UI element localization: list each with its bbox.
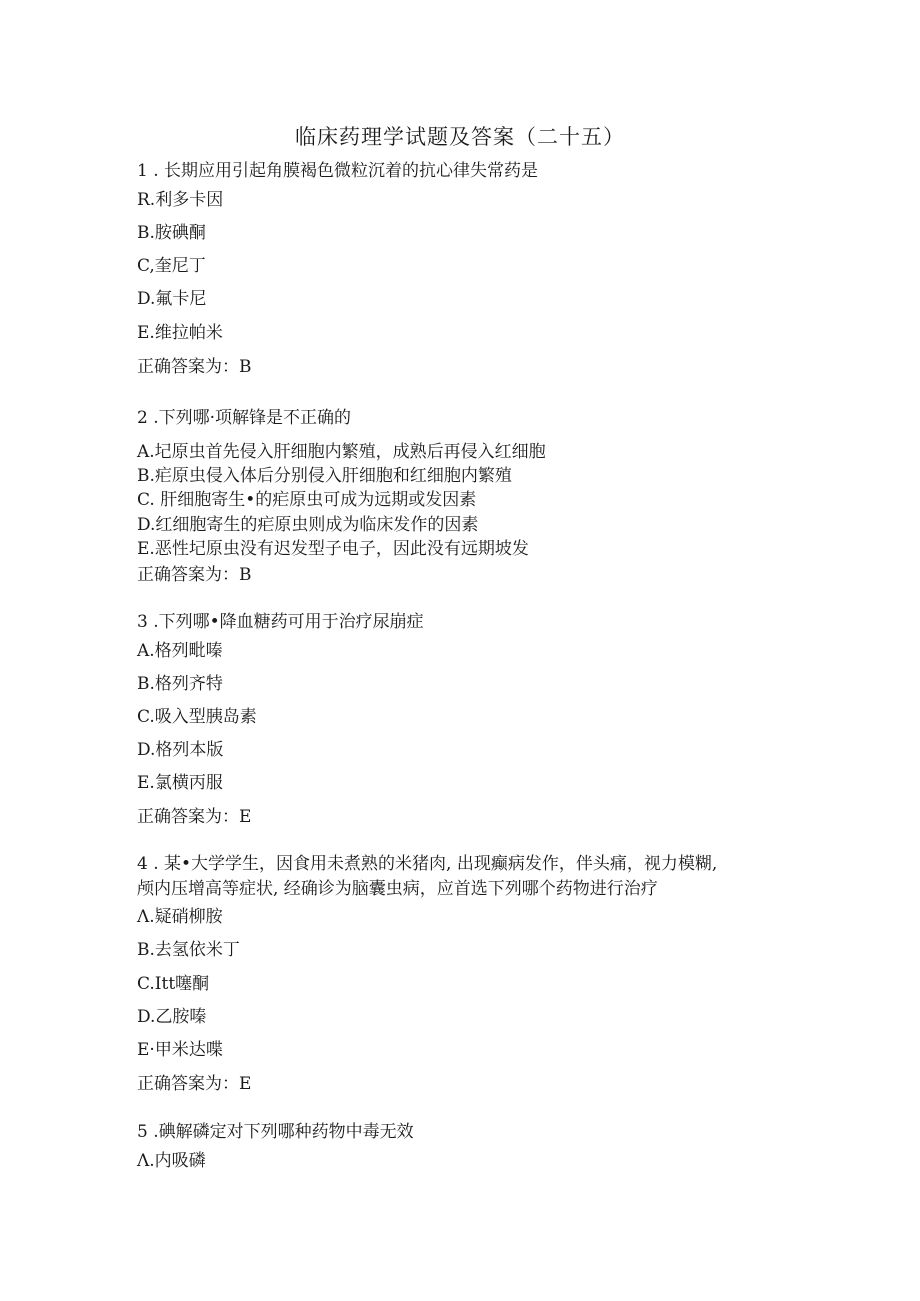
- question-2-stem: 2 .下列哪·项解锋是不正确的: [137, 408, 352, 428]
- question-2-option-e: E.恶性圮原虫没有迟发型子电子，因此没有远期坡发: [137, 539, 529, 559]
- question-3-option-a: A.格列毗嗪: [137, 641, 223, 661]
- question-4-option-b: B.去氢依米丁: [137, 940, 240, 960]
- question-4-answer: 正确答案为：E: [137, 1074, 252, 1094]
- question-1-option-b: B.胺碘酮: [137, 223, 206, 243]
- document-title: 临床药理学试题及答案（二十五）: [295, 125, 625, 149]
- question-1-answer: 正确答案为：B: [137, 357, 252, 377]
- question-5-stem: 5 .碘解磷定对下列哪种药物中毒无效: [137, 1122, 414, 1142]
- question-3-option-b: B.格列齐特: [137, 674, 223, 694]
- question-4-option-d: D.乙胺嗪: [137, 1007, 207, 1027]
- question-1-option-c: C,奎尼丁: [137, 256, 206, 276]
- question-1-option-e: E.维拉帕米: [137, 323, 223, 343]
- question-4-option-e: E·甲米达喋: [137, 1040, 223, 1060]
- question-5-option-a: Λ.内吸磷: [137, 1151, 206, 1171]
- question-3-answer: 正确答案为：E: [137, 807, 252, 827]
- question-3-option-d: D.格列本版: [137, 740, 224, 760]
- question-3-option-c: C.吸入型胰岛素: [137, 707, 257, 727]
- question-2-option-a: A.圮原虫首先侵入肝细胞内繁殖，成熟后再侵入红细胞: [137, 442, 546, 462]
- question-4-stem-line-2: 颅内压增高等症状, 经确诊为脑囊虫病，应首选下列哪个药物进行治疗: [137, 879, 658, 899]
- question-2-option-d: D.红细胞寄生的疟原虫则成为临床发作的因素: [137, 515, 479, 535]
- question-4-stem-line-1: 4 . 某•大学学生，因食用未煮熟的米猪肉, 出现癫病发作，伴头痛，视力模糊,: [137, 854, 718, 874]
- question-3-stem: 3 .下列哪•降血糖药可用于治疗尿崩症: [137, 612, 424, 632]
- question-4-option-a: Λ.疑硝柳胺: [137, 907, 223, 927]
- question-2-option-c: C. 肝细胞寄生•的疟原虫可成为远期或发因素: [137, 490, 477, 510]
- question-1-option-d: D.氟卡尼: [137, 289, 207, 309]
- question-2-answer: 正确答案为：B: [137, 565, 252, 585]
- question-4-option-c: C.Itt噻酮: [137, 974, 210, 994]
- question-3-option-e: E.氯横丙服: [137, 773, 223, 793]
- question-1-option-a: R.利多卡因: [137, 190, 224, 210]
- question-1-stem: 1 . 长期应用引起角膜褐色微粒沉着的抗心律失常药是: [137, 161, 539, 181]
- question-2-option-b: B.疟原虫侵入体后分别侵入肝细胞和红细胞内繁殖: [137, 466, 512, 486]
